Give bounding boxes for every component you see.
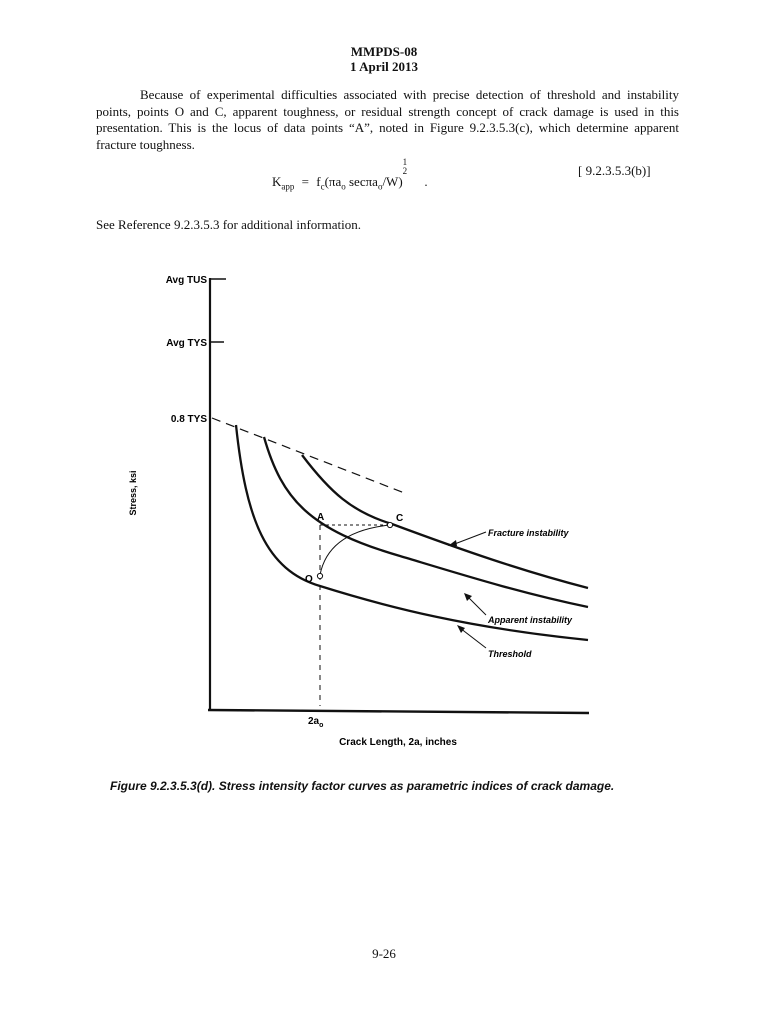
point-o-marker (317, 573, 322, 578)
point-c-label: C (396, 513, 404, 524)
eq-equals: = (301, 174, 309, 189)
arrowhead-fracture (448, 540, 457, 546)
y-tick-label-08tys: 0.8 TYS (170, 414, 207, 425)
body-paragraph: Because of experimental difficulties associated with precise detection of threshold and instability points, points O and C, apparent toughness, or residual strength concept of crack damage is used in this presentation. This is the locus of data points “A”, noted in Figure 9.2.3.5.3(c), which determine apparent fracture toughness. (96, 87, 679, 152)
arrowhead-threshold (457, 625, 465, 633)
eq-trail: . (424, 174, 428, 189)
page-number: 9-26 (372, 946, 396, 961)
eq-f-sub: c (320, 181, 325, 192)
leader-fracture (452, 532, 486, 545)
eq-k: K (272, 174, 282, 189)
leader-threshold (460, 628, 486, 648)
x-axis-title: Crack Length, 2a, inches (339, 737, 457, 748)
eq-k-sub: app (281, 181, 295, 192)
envelope-dashed-line (212, 418, 407, 494)
x-axis (208, 710, 589, 713)
y-tick-label-tys: Avg TYS (166, 338, 207, 349)
series-fracture-instability (302, 455, 588, 588)
eq-body3: /W) (382, 174, 403, 189)
eq-body1: (πa (324, 174, 342, 189)
doc-id: MMPDS-08 (350, 44, 418, 59)
point-a-label: A (317, 512, 325, 523)
label-apparent-instability: Apparent instability (488, 615, 573, 625)
eq-f: f (316, 174, 321, 189)
doc-date: 1 April 2013 (350, 59, 418, 74)
y-tick-label-tus: Avg TUS (165, 275, 207, 286)
x-tick-label-2ao: $2a_o$ (308, 716, 324, 729)
eq-exp-den: 2 (402, 166, 408, 176)
figure-caption: Figure 9.2.3.5.3(d). Stress intensity factor curves as parametric indices of crack damage. (110, 779, 615, 793)
point-c-marker (387, 522, 392, 527)
eq-exp-num: 1 (402, 157, 408, 167)
y-axis-title: Stress, ksi (128, 470, 138, 516)
point-o-label: O (305, 574, 313, 585)
equation-reference: [ 9.2.3.5.3(b)] (578, 163, 651, 178)
label-fracture-instability: Fracture instability (488, 528, 569, 538)
reference-paragraph: See Reference 9.2.3.5.3 for additional information. (96, 217, 361, 232)
label-threshold: Threshold (488, 649, 532, 659)
eq-a-sub: o (341, 181, 346, 192)
eq-body2: secπa (345, 174, 378, 189)
eq-a-sub2: o (377, 181, 383, 192)
leader-apparent (467, 596, 486, 615)
